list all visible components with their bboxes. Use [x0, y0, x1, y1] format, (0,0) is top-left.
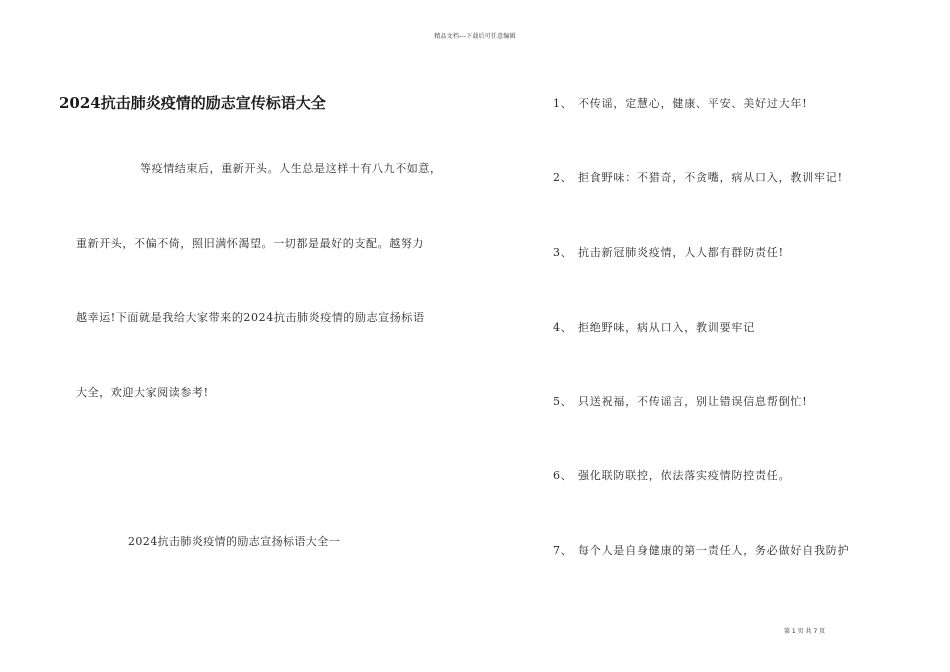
- intro-line-1: 等疫情结束后，重新开头。人生总是这样十有八九不如意，: [140, 162, 442, 175]
- slogan-item-1: [553, 95, 807, 111]
- slogan-text: 拒绝野味，病从口入，教训要牢记: [578, 321, 755, 334]
- slogan-number: 1、: [553, 97, 573, 110]
- slogan-item-7: [553, 542, 849, 558]
- page-number: 第 1 页 共 7 页: [784, 628, 826, 635]
- document-title: 2024抗击肺炎疫情的励志宣传标语大全: [59, 94, 326, 112]
- slogan-text: 每个人是自身健康的第一责任人，务必做好自我防护: [578, 544, 850, 557]
- header-note: 精品文档---下载后可任意编辑: [434, 33, 516, 40]
- section-heading: 2024抗击肺炎疫情的励志宣扬标语大全一: [128, 535, 340, 548]
- slogan-number: 2、: [553, 171, 573, 184]
- slogan-text: 不传谣，定慧心，健康、平安、美好过大年!: [578, 97, 808, 110]
- intro-line-2: 重新开头，不偏不倚，照旧满怀渴望。一切都是最好的支配。越努力: [76, 237, 424, 250]
- slogan-item-4: [553, 319, 755, 335]
- intro-line-3: 越幸运!下面就是我给大家带来的2024抗击肺炎疫情的励志宣扬标语: [76, 311, 425, 324]
- slogan-number: 7、: [553, 544, 573, 557]
- slogan-text: 只送祝福，不传谣言，别让错误信息帮倒忙!: [578, 395, 808, 408]
- slogan-item-6: [553, 467, 790, 483]
- slogan-text: 抗击新冠肺炎疫情，人人都有群防责任!: [578, 246, 784, 259]
- slogan-item-5: [553, 393, 807, 409]
- slogan-text: 拒食野味：不猎奇，不贪嘴，病从口入，教训牢记!: [578, 171, 843, 184]
- slogan-text: 强化联防联控，依法落实疫情防控责任。: [578, 469, 791, 482]
- intro-line-4: 大全，欢迎大家阅读参考!: [76, 386, 209, 399]
- slogan-number: 5、: [553, 395, 573, 408]
- slogan-item-3: [553, 244, 784, 260]
- slogan-number: 4、: [553, 321, 573, 334]
- slogan-number: 3、: [553, 246, 573, 259]
- slogan-number: 6、: [553, 469, 573, 482]
- slogan-item-2: [553, 169, 843, 185]
